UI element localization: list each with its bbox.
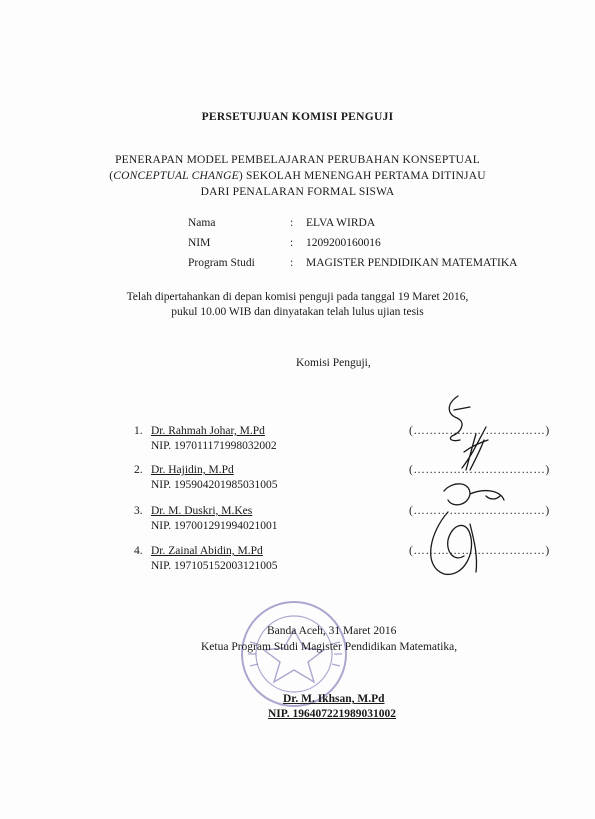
student-program-label: Program Studi [188,257,255,269]
student-program-separator: : [290,257,294,269]
examiner-4-nip: NIP. 197105152003121005 [151,560,278,572]
signature-examiner-1 [449,396,470,441]
student-name-separator: : [290,217,294,229]
examiner-4-number: 4. [134,545,143,557]
examiner-2-number: 2. [134,464,143,476]
examiner-3-number: 3. [134,505,143,517]
committee-heading: Komisi Penguji, [296,357,371,369]
thesis-title-line-2: (CONCEPTUAL CHANGE) SEKOLAH MENENGAH PERTAMA DITINJAU [109,170,486,182]
examiner-3-name: Dr. M. Duskri, M.Kes [151,505,253,517]
examiner-1-number: 1. [134,425,143,437]
student-nim-label: NIM [188,237,211,249]
chair-title: Ketua Program Studi Magister Pendidikan Matematika, [201,641,458,653]
student-name-value: ELVA WIRDA [306,217,376,229]
chair-nip: NIP. 196407221989031002 [268,708,396,720]
chair-name: Dr. M. Ikhsan, M.Pd [283,693,385,705]
examiner-3-nip: NIP. 197001291994021001 [151,520,278,532]
examiner-4-signature-line: (……………………………) [409,545,550,557]
examiner-2-name: Dr. Hajidin, M.Pd [151,464,234,476]
examiner-2-nip: NIP. 195904201985031005 [151,479,278,491]
document-heading: PERSETUJUAN KOMISI PENGUJI [201,111,394,123]
examiner-4-name: Dr. Zainal Abidin, M.Pd [151,545,263,557]
student-program-value: MAGISTER PENDIDIKAN MATEMATIKA [306,257,518,269]
examiner-1-name: Dr. Rahmah Johar, M.Pd [151,425,265,437]
signature-examiner-3 [444,484,504,505]
student-nim-separator: : [290,237,294,249]
examiner-1-nip: NIP. 197011171998032002 [151,440,277,452]
examiner-3-signature-line: (……………………………) [409,505,550,517]
thesis-title-line-1: PENERAPAN MODEL PEMBELAJARAN PERUBAHAN KONSEPTUAL [115,154,480,166]
examiner-1-signature-line: (……………………………) [409,425,550,437]
examiner-2-signature-line: (……………………………) [409,464,550,476]
student-nim-value: 1209200160016 [306,237,381,249]
signature-examiner-2 [462,427,488,470]
defense-statement-line-2: pukul 10.00 WIB dan dinyatakan telah lulus ujian tesis [171,306,424,318]
signature-examiner-4 [431,512,477,574]
defense-statement-line-1: Telah dipertahankan di depan komisi penguji pada tanggal 19 Maret 2016, [126,291,469,303]
student-name-label: Nama [188,217,216,229]
place-date: Banda Aceh, 31 Maret 2016 [267,625,397,637]
thesis-title-line-3: DARI PENALARAN FORMAL SISWA [200,186,395,198]
